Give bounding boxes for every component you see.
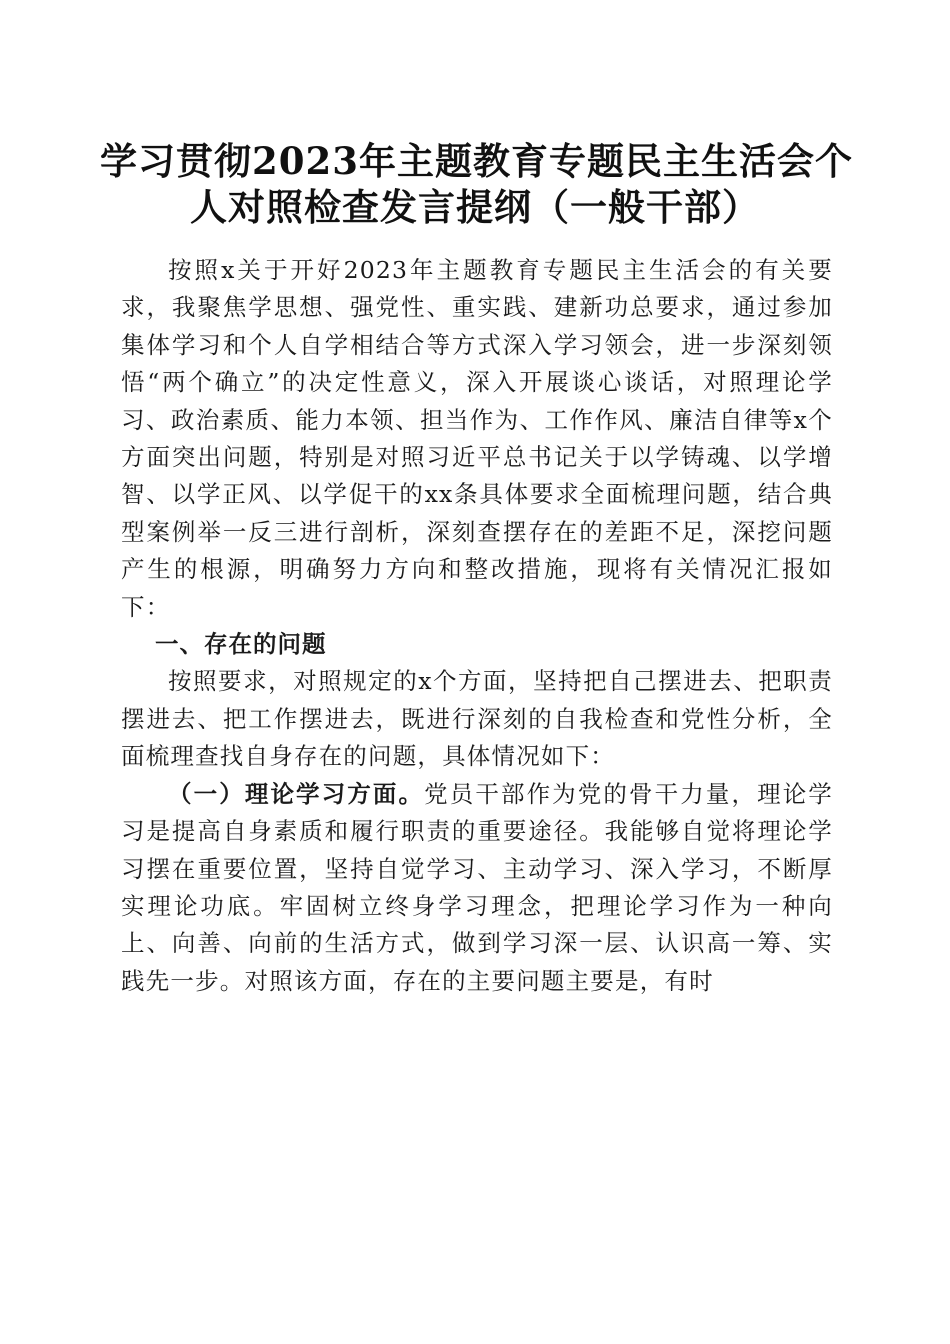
intro-paragraph: 按照x关于开好2023年主题教育专题民主生活会的有关要求，我聚焦学思想、强党性、重实践、建新功总要求，通过参加集体学习和个人自学相结合等方式深入学习领会，进一步深刻领悟“两个确立”的决定性意义，深入开展谈心谈话，对照理论学习、政治素质、能力本领、担当作为、工作作风、廉洁自律等x个方面突出问题，特别是对照习近平总书记关于以学铸魂、以学增智、以学正风、以学促干的xx条具体要求全面梳理问题，结合典型案例举一反三进行剖析，深刻查摆存在的差距不足，深挖问题产生的根源，明确努力方向和整改措施，现将有关情况汇报如下： (121, 256, 833, 621)
title-line-1: 学习贯彻2023年主题教育专题民主生活会个 (100, 139, 853, 183)
subsection-heading-theory: （一）理论学习方面。 (168, 779, 425, 808)
document-body (121, 252, 833, 1000)
section-heading-problems: 一、存在的问题 (155, 630, 327, 659)
subsection-text: 党员干部作为党的骨干力量，理论学习是提高自身素质和履行职责的重要途径。我能够自觉将理论学习摆在重要位置，坚持自觉学习、主动学习、深入学习，不断厚实理论功底。牢固树立终身学习理念，把理论学习作为一种向上、向善、向前的生活方式，做到学习深一层、认识高一筹、实践先一步。对照该方面，存在的主要问题主要是，有时 (121, 779, 834, 995)
section-paragraph: 按照要求，对照规定的x个方面，坚持把自己摆进去、把职责摆进去、把工作摆进去，既进行深刻的自我检查和党性分析，全面梳理查找自身存在的问题，具体情况如下： (121, 667, 833, 771)
subsection-paragraph (121, 776, 833, 1000)
title-line-2: 人对照检查发言提纲（一般干部） (190, 185, 760, 229)
document-title (100, 138, 853, 230)
